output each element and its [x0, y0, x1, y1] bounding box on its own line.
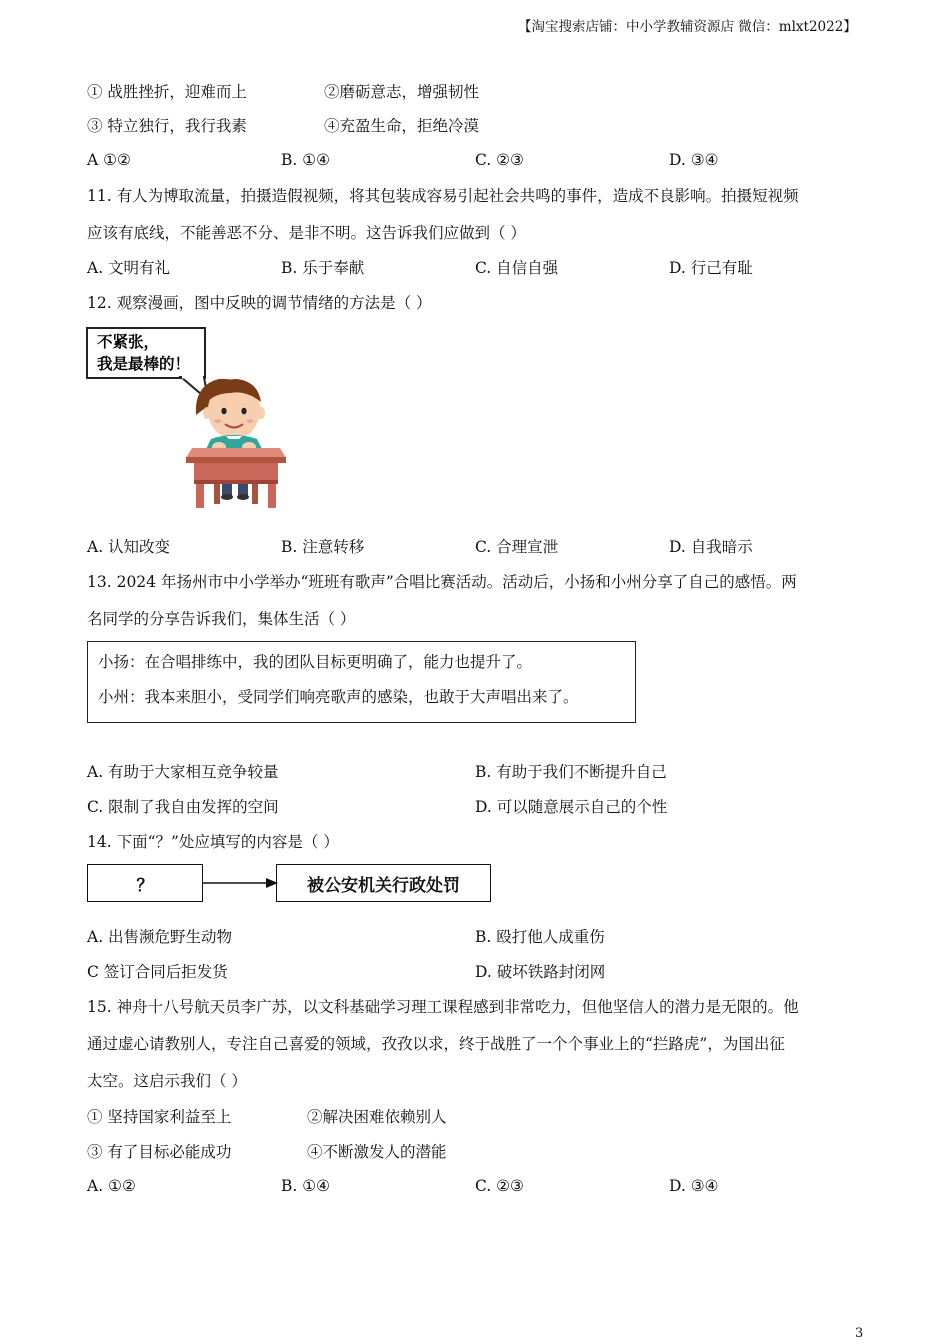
q12-option-b: B. 注意转移 — [281, 538, 365, 556]
q11-option-a: A. 文明有礼 — [87, 259, 171, 277]
q14-question-box — [87, 864, 203, 902]
q11-stem-line-2: 应该有底线，不能善恶不分、是非不明。这告诉我们应做到（ ） — [87, 224, 526, 242]
q10-option-b: B. ①④ — [281, 151, 331, 169]
page-header: 【淘宝搜索店铺：中小学教辅资源店 微信：mlxt2022】 — [518, 19, 857, 35]
q10-statement-2: ②磨砺意志，增强韧性 — [324, 83, 480, 101]
q14-option-c: C 签订合同后拒发货 — [87, 963, 228, 981]
q15-statement-3: ③ 有了目标必能成功 — [87, 1143, 232, 1161]
desk — [186, 448, 286, 508]
q13-quote-xiaozhou: 小州：我本来胆小，受同学们响亮歌声的感染，也敢于大声唱出来了。 — [98, 688, 579, 706]
q13-quote-xiaoyang: 小扬：在合唱排练中，我的团队目标更明确了，能力也提升了。 — [98, 653, 533, 671]
q14-stem: 14. 下面“？”处应填写的内容是（ ） — [87, 833, 339, 851]
q15-option-a: A. ①② — [87, 1177, 136, 1195]
bubble-line-2: 我是最棒的！ — [97, 355, 191, 373]
q14-option-d: D. 破坏铁路封闭网 — [475, 963, 606, 981]
q15-stem-line-3: 太空。这启示我们（ ） — [87, 1072, 247, 1090]
q10-statement-3: ③ 特立独行，我行我素 — [87, 117, 247, 135]
q15-statement-4: ④不断激发人的潜能 — [307, 1143, 447, 1161]
q11-stem-line-1: 11. 有人为博取流量，拍摄造假视频，将其包装成容易引起社会共鸣的事件，造成不良影响。拍摄短视频 — [87, 187, 799, 205]
boy-figure — [196, 379, 265, 452]
q15-option-c: C. ②③ — [475, 1177, 524, 1195]
q14-arrow — [202, 875, 278, 891]
q15-statement-1: ① 坚持国家利益至上 — [87, 1108, 232, 1126]
q13-quote-box — [87, 641, 636, 723]
speech-bubble — [87, 328, 208, 400]
q12-cartoon — [86, 327, 296, 512]
q15-statement-2: ②解决困难依赖别人 — [307, 1108, 447, 1126]
q11-option-b: B. 乐于奉献 — [281, 259, 365, 277]
q10-option-d: D. ③④ — [669, 151, 719, 169]
q14-option-b: B. 殴打他人成重伤 — [475, 928, 605, 946]
q13-stem-line-2: 名同学的分享告诉我们，集体生活（ ） — [87, 610, 356, 628]
bubble-line-1: 不紧张， — [97, 333, 160, 351]
q13-stem-line-1: 13. 2024 年扬州市中小学举办“班班有歌声”合唱比赛活动。活动后，小扬和小州分享了自己的感悟。两 — [87, 573, 797, 591]
q13-option-a: A. 有助于大家相互竞争较量 — [87, 763, 279, 781]
q14-question-mark: ？ — [136, 875, 154, 896]
q12-option-c: C. 合理宣泄 — [475, 538, 559, 556]
q13-option-d: D. 可以随意展示自己的个性 — [475, 798, 668, 816]
q15-stem-line-2: 通过虚心请教别人，专注自己喜爱的领域，孜孜以求，终于战胜了一个个事业上的“拦路虎”，为国出征 — [87, 1035, 785, 1053]
q13-option-c: C. 限制了我自由发挥的空间 — [87, 798, 279, 816]
q15-option-d: D. ③④ — [669, 1177, 719, 1195]
q12-option-a: A. 认知改变 — [87, 538, 171, 556]
q10-statement-1: ① 战胜挫折，迎难而上 — [87, 83, 247, 101]
q14-result-box — [276, 864, 491, 902]
q15-option-b: B. ①④ — [281, 1177, 331, 1195]
q12-option-d: D. 自我暗示 — [669, 538, 753, 556]
q12-stem: 12. 观察漫画，图中反映的调节情绪的方法是（ ） — [87, 294, 432, 312]
q11-option-c: C. 自信自强 — [475, 259, 559, 277]
q10-option-c: C. ②③ — [475, 151, 524, 169]
q10-statement-4: ④充盈生命，拒绝冷漠 — [324, 117, 480, 135]
q10-option-a: A ①② — [87, 151, 131, 169]
q14-result-text: 被公安机关行政处罚 — [307, 875, 460, 896]
q11-option-d: D. 行己有耻 — [669, 259, 753, 277]
q15-stem-line-1: 15. 神舟十八号航天员李广苏，以文科基础学习理工课程感到非常吃力，但他坚信人的潜力是无限的。他 — [87, 998, 799, 1016]
q14-option-a: A. 出售濒危野生动物 — [87, 928, 233, 946]
page-number: 3 — [855, 1326, 864, 1341]
q13-option-b: B. 有助于我们不断提升自己 — [475, 763, 667, 781]
